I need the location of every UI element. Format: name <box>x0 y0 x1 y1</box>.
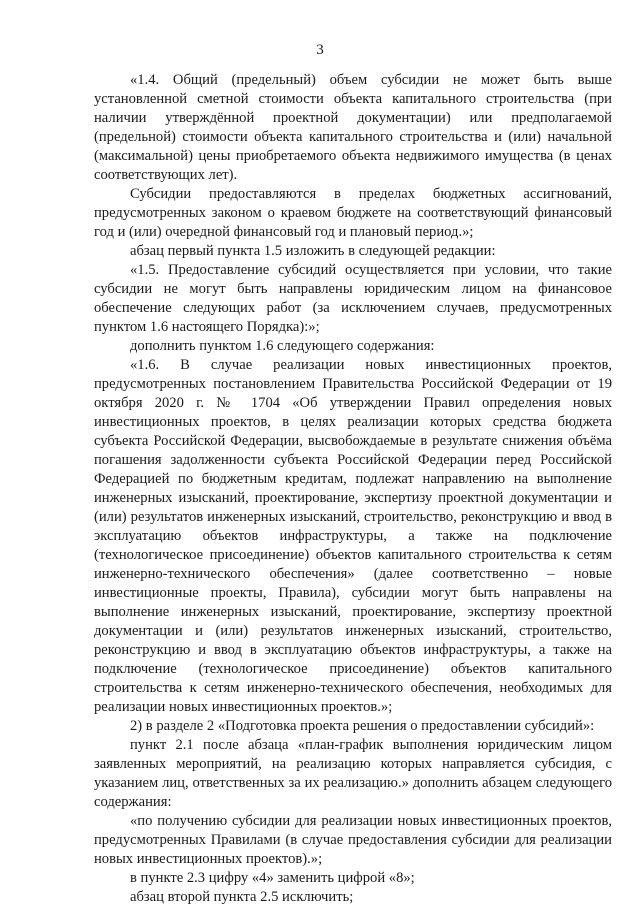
paragraph: «1.6. В случае реализации новых инвестиционных проектов, предусмотренных постановлением Правительства Российской Федерации от 19 октября 2020 г. № 1704 «Об утверждении Правил определения новых инвестиционных проектов, в целях реализации которых средства бюджета субъекта Российской Федерации, высвобождаемые в результате снижения объёма погашения задолженности субъекта Российской Федерации перед Российской Федерацией по бюджетным кредитам, подлежат направлению на выполнение инженерных изысканий, проектирование, экспертизу проектной документации и (или) результатов инженерных изысканий, строительство, реконструкцию и ввод в эксплуатацию объектов инфраструктуры, а также на подключение (технологическое присоединение) объектов капитального строительства к сетям инженерно-технического обеспечения» (далее соответственно – новые инвестиционные проекты, Правила), субсидии могут быть направлены на выполнение инженерных изысканий, проектирование, экспертизу проектной документации и (или) результатов инженерных изысканий, строительство, реконструкцию и ввод в эксплуатацию объектов инфраструктуры, а также на подключение (технологическое присоединение) объектов капитального строительства к сетям инженерно-технического обеспечения, необходимых для реализации новых инвестиционных проектов.»; <box>94 357 612 715</box>
document-body <box>94 71 612 907</box>
page-number: 3 <box>316 42 324 58</box>
paragraph: «1.4. Общий (предельный) объем субсидии не может быть выше установленной сметной стоимости объекта капитального строительства (при наличии утверждённой проектной документации) или предполагаемой (предельной) стоимости объекта капитального строительства и (или) начальной (максимальной) цены приобретаемого объекта недвижимого имущества (в ценах соответствующих лет). <box>94 72 612 183</box>
paragraph: «по получению субсидии для реализации новых инвестиционных проектов, предусмотренных Правилами (в случае предоставления субсидии для реализации новых инвестиционных проектов).»; <box>94 813 612 867</box>
paragraph: дополнить пунктом 1.6 следующего содержания: <box>130 338 435 354</box>
paragraph: в пункте 2.3 цифру «4» заменить цифрой «8»; <box>130 870 415 886</box>
paragraph: абзац первый пункта 1.5 изложить в следующей редакции: <box>130 243 496 259</box>
paragraph: пункт 2.1 после абзаца «план-график выполнения юридическим лицом заявленных мероприятий, на реализацию которых направляется субсидия, с указанием лиц, ответственных за их реализацию.» дополнить абзацем следующего содержания: <box>94 737 612 810</box>
paragraph: абзац второй пункта 2.5 исключить; <box>130 889 354 905</box>
paragraph: Субсидии предоставляются в пределах бюджетных ассигнований, предусмотренных законом о краевом бюджете на соответствующий финансовый год и (или) очередной финансовый год и плановый период.»; <box>94 186 612 240</box>
paragraph: «1.5. Предоставление субсидий осуществляется при условии, что такие субсидии не могут быть направлены юридическим лицом на финансовое обеспечение следующих работ (за исключением случаев, предусмотренных пунктом 1.6 настоящего Порядка):»; <box>94 262 612 335</box>
paragraph: 2) в разделе 2 «Подготовка проекта решения о предоставлении субсидий»: <box>130 718 595 734</box>
